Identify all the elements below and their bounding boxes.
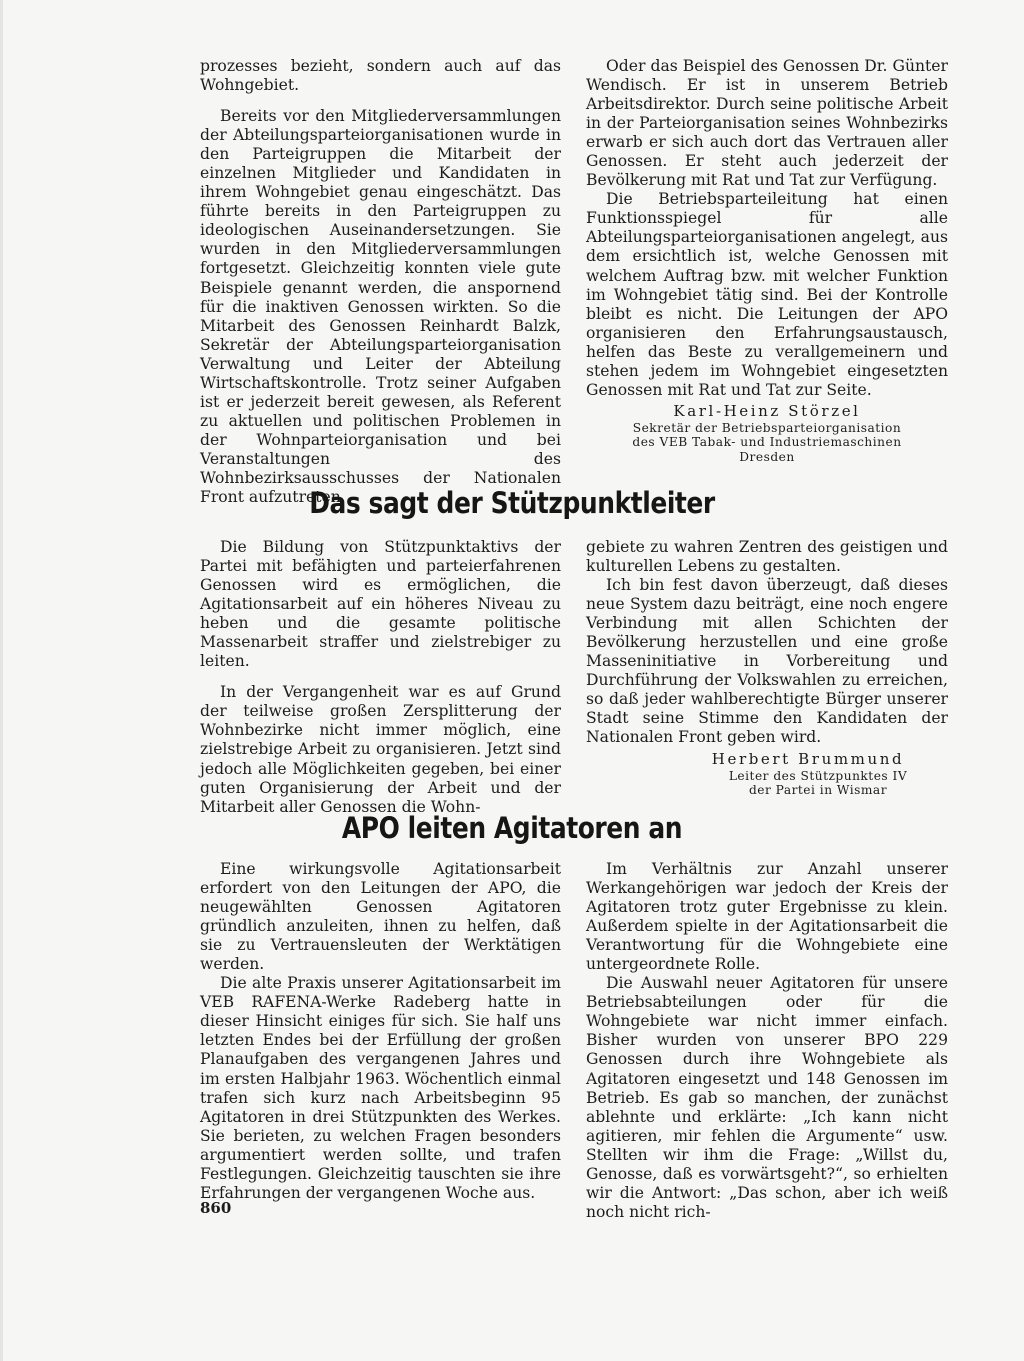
section3-right-column bbox=[586, 860, 948, 1222]
section2-right-column bbox=[586, 538, 948, 797]
signature-role-line: Dresden bbox=[739, 449, 795, 464]
paragraph: Ich bin fest davon überzeugt, daß dieses neue System dazu beiträgt, eine noch engere Verbindung mit allen Schichten der Bevölkerung herzustellen und eine große Masseninitiative in Vorbereitung und Durchführung der Volkswahlen zu erreichen, so daß jeder wahlberechtigte Bürger unserer Stadt seine Stimme den Kandidaten der Nationalen Front geben wird. bbox=[586, 576, 948, 747]
paragraph: Eine wirkungsvolle Agitationsarbeit erfordert von den Leitungen der APO, die neugewählten Genossen Agitatoren gründlich anzuleiten, ihnen zu helfen, daß sie zu Vertrauensleuten der Werktätigen werden. bbox=[200, 860, 561, 974]
headline-apo-agitatoren: APO leiten Agitatoren an bbox=[341, 811, 683, 845]
paragraph: Im Verhältnis zur Anzahl unserer Werkangehörigen war jedoch der Kreis der Agitatoren trotz guter Ergebnisse zu klein. Außerdem spielte in der Agitationsarbeit die Verantwortung für die Wohngebiete eine untergeordnete Rolle. bbox=[586, 860, 948, 974]
section1-right-column bbox=[586, 57, 948, 464]
signature-role-line: des VEB Tabak- und Industriemaschinen bbox=[632, 435, 902, 450]
section2-left-column bbox=[200, 538, 561, 817]
scan-edge bbox=[0, 0, 3, 1361]
paragraph: prozesses bezieht, sondern auch auf das Wohngebiet. bbox=[200, 57, 561, 95]
signature-role-line: der Partei in Wismar bbox=[748, 782, 888, 797]
signature-block bbox=[586, 402, 948, 464]
paragraph: Die alte Praxis unserer Agitationsarbeit im VEB RAFENA-Werke Radeberg hatte in dieser Hinsicht einiges für sich. Sie half uns letzten Endes bei der Erfüllung der großen Planaufgaben des vergangenen Jahres und im ersten Halbjahr 1963. Wöchentlich einmal trafen sich kurz nach Arbeitsbeginn 95 Agitatoren in drei Stützpunkten des Werkes. Sie berieten, zu welchen Fragen besonders argumentiert werden sollte, und trafen Festlegungen. Gleichzeitig tauschten sie ihre Erfahrungen der vergangenen Woche aus. bbox=[200, 974, 561, 1202]
signature-name: Karl-Heinz Störzel bbox=[673, 401, 861, 420]
paragraph: Bereits vor den Mitgliederversammlungen der Abteilungsparteiorganisationen wurde in den Parteigruppen die Mitarbeit der einzelnen Mitglieder und Kandidaten in ihrem Wohngebiet genau eingeschätzt. Das führte bereits in den Parteigruppen zu ideologischen Auseinandersetzungen. Sie wurden in den Mitgliederversammlungen fortgesetzt. Gleichzeitig konnten viele gute Beispiele genannt werden, die anspornend für die inaktiven Genossen wirkten. So die Mitarbeit des Genossen Reinhardt Balzk, Sekretär der Abteilungsparteiorganisation Verwaltung und Leiter der Abteilung Wirtschaftskontrolle. Trotz seiner Aufgaben ist er jederzeit bereit gewesen, als Referent zu aktuellen und politischen Problemen in der Wohnparteiorganisation und bei Veranstaltungen des Wohnbezirksausschusses der Nationalen Front aufzutreten. bbox=[200, 107, 561, 507]
section1-left-column bbox=[200, 57, 561, 507]
paragraph: gebiete zu wahren Zentren des geistigen und kulturellen Lebens zu gestalten. bbox=[586, 538, 948, 576]
paragraph: Die Auswahl neuer Agitatoren für unsere Betriebsabteilungen oder für die Wohngebiete war nicht immer einfach. Bisher wurden von unserer BPO 229 Genossen durch ihre Wohngebiete als Agitatoren eingesetzt und 148 Genossen im Betrieb. Es gab so manchen, der zunächst ablehnte und erklärte: „Ich kann nicht agitieren, mir fehlen die Argumente“ usw. Stellten wir ihm die Frage: „Willst du, Genosse, daß es vorwärtsgeht?“, so erhielten wir die Antwort: „Das schon, aber ich weiß noch nicht rich- bbox=[586, 974, 948, 1221]
signature-block bbox=[586, 750, 948, 798]
section3-left-column bbox=[200, 860, 561, 1203]
paragraph: Die Betriebsparteileitung hat einen Funktionsspiegel für alle Abteilungsparteiorganisationen angelegt, aus dem ersichtlich ist, welche Genossen mit welchem Auftrag bzw. mit welcher Funktion im Wohngebiet tätig sind. Bei der Kontrolle bleibt es nicht. Die Leitungen der APO organisieren den Erfahrungsaustausch, helfen das Beste zu verallgemeinern und stehen jedem im Wohngebiet eingesetzten Genossen mit Rat und Tat zur Seite. bbox=[586, 190, 948, 399]
paragraph: Die Bildung von Stützpunktaktivs der Partei mit befähigten und parteierfahrenen Genossen wird es ermöglichen, die Agitationsarbeit auf ein höheres Niveau zu heben und die gesamte politische Massenarbeit straffer und zielstrebiger zu leiten. bbox=[200, 538, 561, 671]
paragraph: Oder das Beispiel des Genossen Dr. Günter Wendisch. Er ist in unserem Betrieb Arbeitsdirektor. Durch seine politische Arbeit in der Parteiorganisation seines Wohnbezirks erwarb er sich auch dort das Vertrauen aller Genossen. Er steht auch jederzeit der Bevölkerung mit Rat und Tat zur Verfügung. bbox=[586, 57, 948, 190]
paragraph: In der Vergangenheit war es auf Grund der teilweise großen Zersplitterung der Wohnbezirke nicht immer möglich, eine zielstrebige Arbeit zu organisieren. Jetzt sind jedoch alle Möglichkeiten gegeben, bei einer guten Organisierung der Arbeit und der Mitarbeit aller Genossen die Wohn- bbox=[200, 683, 561, 816]
signature-name: Herbert Brummund bbox=[711, 749, 905, 768]
page-number: 860 bbox=[200, 1199, 232, 1217]
signature-role-line: Sekretär der Betriebsparteiorganisation bbox=[632, 420, 902, 435]
signature-role-line: Leiter des Stützpunktes IV bbox=[728, 768, 908, 783]
headline-stuetzpunktleiter: Das sagt der Stützpunktleiter bbox=[309, 486, 715, 520]
